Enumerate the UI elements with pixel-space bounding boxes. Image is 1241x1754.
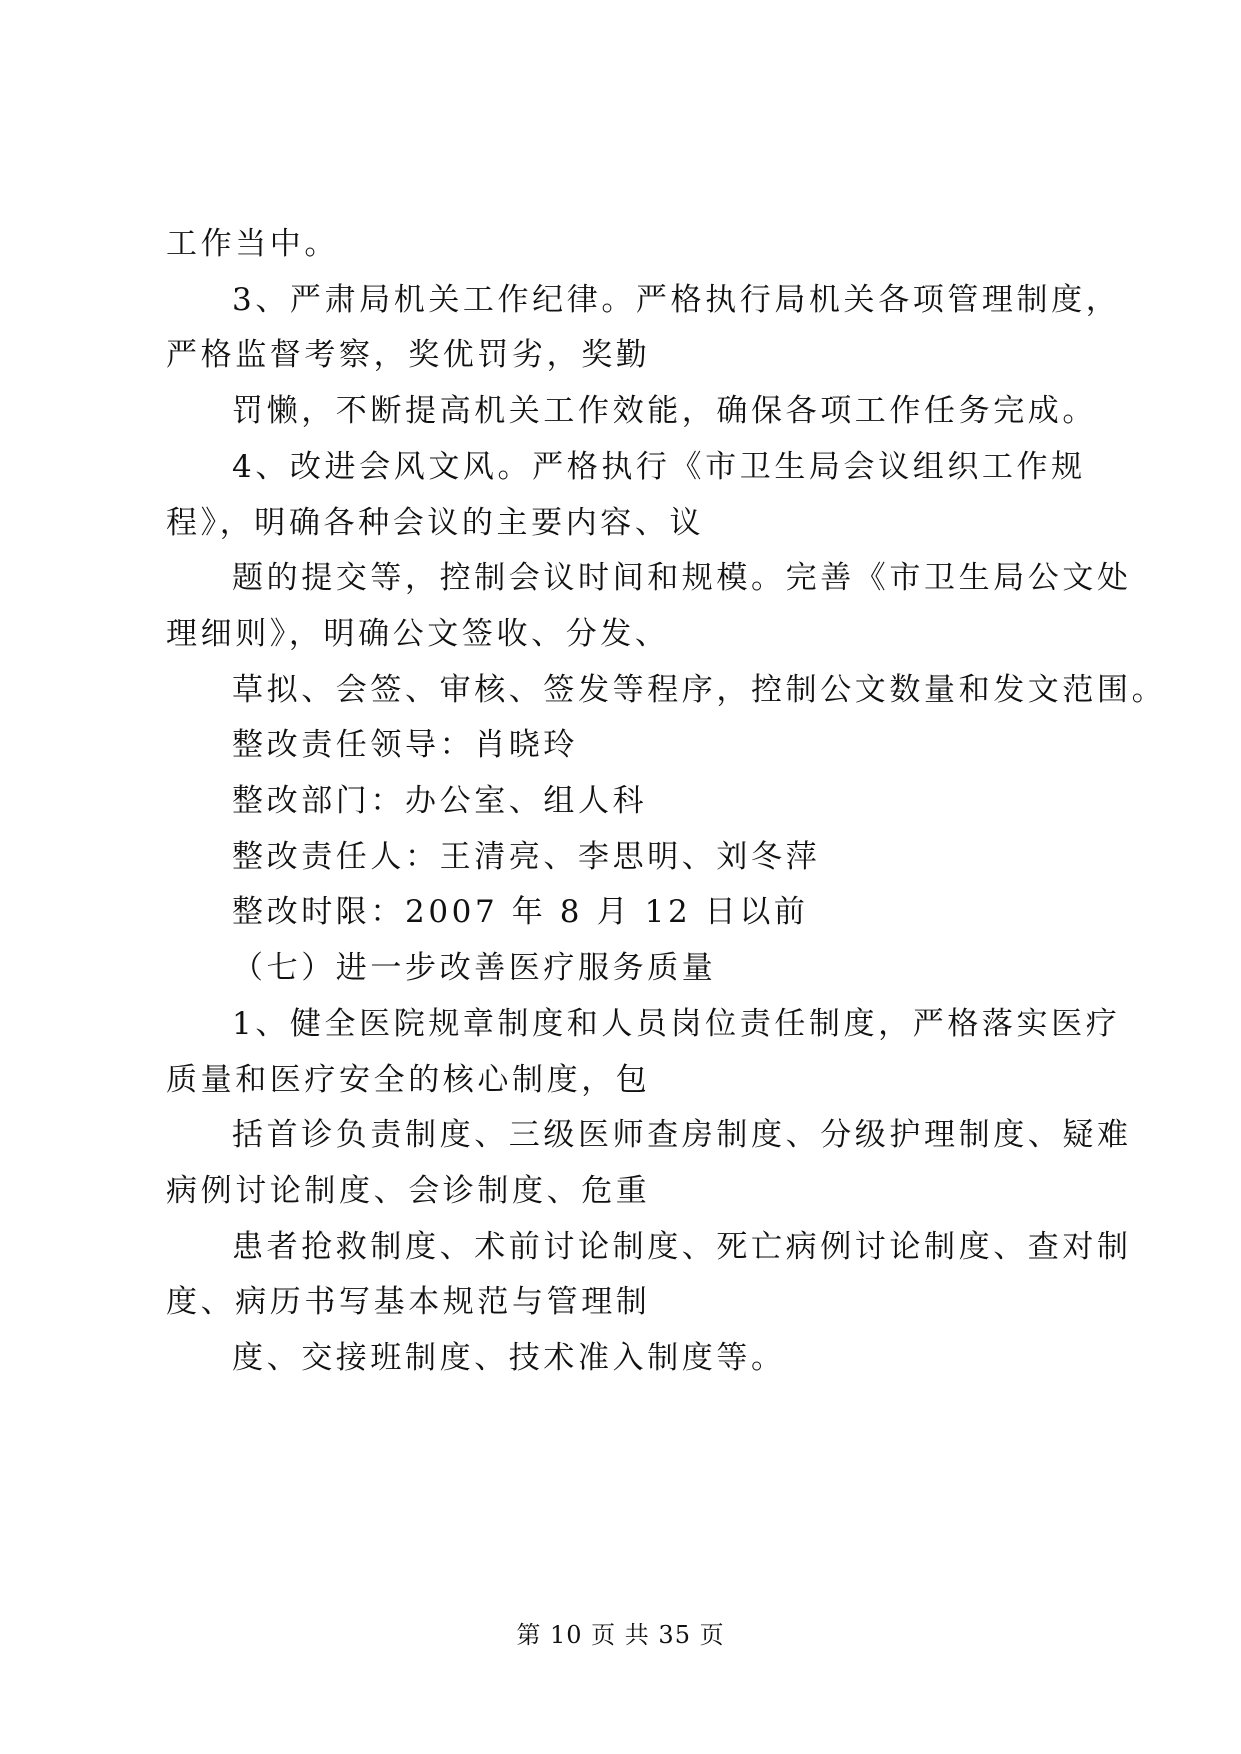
text-line: 整改时限：2007 年 8 月 12 日以前 <box>232 894 809 930</box>
text-line: 度、病历书写基本规范与管理制 <box>166 1284 651 1320</box>
text-line: 整改部门：办公室、组人科 <box>232 783 648 819</box>
text-line: 括首诊负责制度、三级医师查房制度、分级护理制度、疑难 <box>232 1117 1132 1153</box>
section-heading: （七）进一步改善医疗服务质量 <box>232 950 717 986</box>
text-line: 罚懒，不断提高机关工作效能，确保各项工作任务完成。 <box>232 393 1097 429</box>
text-line: 患者抢救制度、术前讨论制度、死亡病例讨论制度、查对制 <box>232 1229 1132 1265</box>
text-line: 4、改进会风文风。严格执行《市卫生局会议组织工作规 <box>232 449 1086 485</box>
text-line: 严格监督考察，奖优罚劣，奖勤 <box>166 337 651 373</box>
text-line: 草拟、会签、审核、签发等程序，控制公文数量和发文范围。 <box>232 672 1167 708</box>
text-line: 整改责任人：王清亮、李思明、刘冬萍 <box>232 839 821 875</box>
text-line: 1、健全医院规章制度和人员岗位责任制度，严格落实医疗 <box>232 1006 1121 1042</box>
text-line: 工作当中。 <box>166 226 339 262</box>
text-line: 质量和医疗安全的核心制度，包 <box>166 1062 651 1098</box>
text-line: 度、交接班制度、技术准入制度等。 <box>232 1340 786 1376</box>
text-line: 程》，明确各种会议的主要内容、议 <box>166 505 705 541</box>
text-line: 3、严肃局机关工作纪律。严格执行局机关各项管理制度， <box>232 282 1121 318</box>
text-line: 病例讨论制度、会诊制度、危重 <box>166 1173 651 1209</box>
text-line: 理细则》，明确公文签收、分发、 <box>166 616 670 652</box>
page-footer: 第 10 页 共 35 页 <box>516 1621 725 1649</box>
text-line: 整改责任领导：肖晓玲 <box>232 727 578 763</box>
text-line: 题的提交等，控制会议时间和规模。完善《市卫生局公文处 <box>232 560 1132 596</box>
